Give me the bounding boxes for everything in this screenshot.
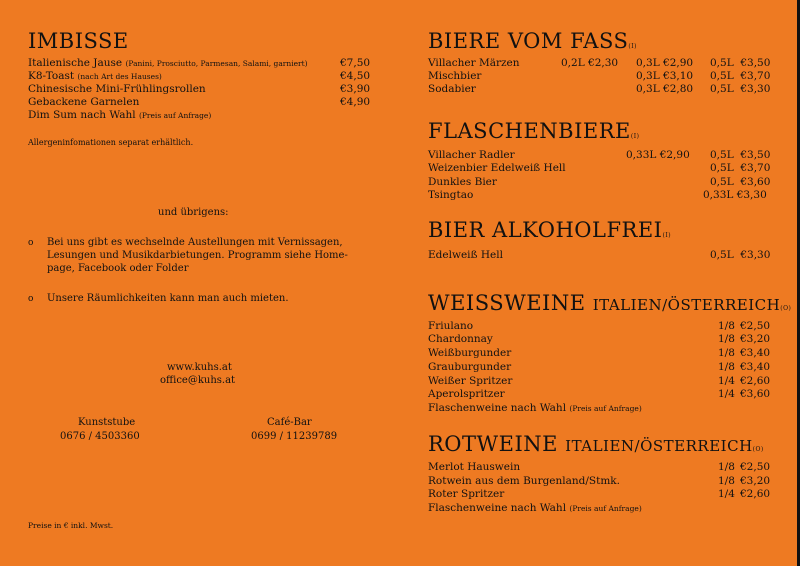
price-05: 0,5L €3,50 [710, 149, 771, 161]
bullet-line: page, Facebook oder Folder [47, 263, 189, 274]
price: €3,40 [740, 347, 771, 359]
item-name: Sodabier [428, 83, 476, 95]
qty: 1/4 [718, 488, 735, 500]
item-name: Flaschenweine nach Wahl [428, 402, 567, 414]
price: €2,60 [740, 488, 771, 500]
cafe-label: Café-Bar [267, 417, 312, 428]
item-price: €7,50 [340, 57, 371, 69]
item-note: (Panini, Prosciutto, Parmesan, Salami, garniert) [125, 59, 308, 68]
item-name: Villacher Märzen [428, 57, 520, 69]
menu-item [428, 402, 642, 415]
bullet-line: Lesungen und Musikdarbietungen. Programm siehe Home- [47, 250, 348, 261]
bullet-text: Unsere Räumlichkeiten kann man auch mieten. [47, 293, 289, 304]
qty: 1/8 [718, 475, 735, 487]
item-name: Flaschenweine nach Wahl [428, 502, 567, 514]
item-name: Weizenbier Edelweiß Hell [428, 162, 566, 174]
weiss-subtitle: ITALIEN/ÖSTERREICH [592, 296, 781, 314]
flaschen-title [428, 121, 639, 142]
item-note: (nach Art des Hauses) [77, 72, 162, 81]
item-name: Mischbier [428, 70, 482, 82]
flaschen-mark: (I) [630, 133, 640, 140]
price-05: 0,5L €3,50 [710, 57, 771, 69]
fass-mark: (I) [628, 43, 637, 50]
price: €3,20 [740, 333, 771, 345]
item-name: Weißburgunder [428, 347, 512, 359]
price: €3,20 [740, 475, 771, 487]
item-note: (Preis auf Anfrage) [138, 111, 212, 120]
item-price: €3,90 [340, 83, 371, 95]
price-05: 0,5L €3,60 [710, 176, 771, 188]
item-name: Merlot Hauswein [428, 461, 521, 473]
item-name: Tsingtao [428, 189, 474, 201]
rot-subtitle: ITALIEN/ÖSTERREICH [565, 437, 753, 455]
item-name: Edelweiß Hell [428, 249, 503, 261]
uebrigens-heading: und übrigens: [158, 207, 229, 218]
bullet-marker: o [28, 294, 34, 304]
menu-item [28, 83, 206, 95]
item-name: Weißer Spritzer [428, 375, 513, 387]
item-price: €4,50 [340, 70, 371, 82]
item-name: Chinesische Mini-Frühlingsrollen [28, 83, 206, 95]
item-note: (Preis auf Anfrage) [569, 404, 642, 413]
item-price: €4,90 [340, 96, 371, 108]
menu-item [428, 502, 642, 515]
qty: 1/8 [718, 347, 735, 359]
rot-mark: (O) [752, 446, 764, 453]
item-name: Rotwein aus dem Burgenland/Stmk. [428, 475, 620, 487]
flaschen-title-text: FLASCHENBIERE [428, 119, 631, 143]
qty: 1/8 [718, 333, 735, 345]
item-name: Chardonnay [428, 333, 493, 345]
rot-title-text: ROTWEINE [428, 432, 558, 456]
weiss-title [428, 293, 791, 314]
item-name: K8-Toast [28, 70, 75, 82]
alkoholfrei-mark: (I) [662, 232, 672, 239]
price-033: 0,33L €2,90 [626, 149, 690, 161]
price: €2,60 [740, 375, 771, 387]
imbisse-title: IMBISSE [28, 29, 129, 53]
price-footer: Preise in € inkl. Mwst. [28, 521, 114, 530]
price-05: 0,5L €3,70 [710, 70, 771, 82]
bullet-line: Bei uns gibt es wechselnde Austellungen mit Vernissagen, [47, 237, 343, 248]
qty: 1/4 [718, 375, 735, 387]
price: €2,50 [740, 320, 771, 332]
weiss-mark: (O) [780, 305, 792, 312]
item-name: Grauburgunder [428, 361, 512, 373]
price-03: 0,3L €3,10 [636, 70, 694, 82]
item-name: Gebackene Garnelen [28, 96, 140, 108]
bullet-marker: o [28, 238, 34, 248]
cafe-phone: 0699 / 11239789 [251, 431, 338, 442]
alkoholfrei-title [428, 220, 671, 241]
qty: 1/8 [718, 361, 735, 373]
weiss-title-text: WEISSWEINE [428, 291, 586, 315]
rot-title [428, 434, 764, 455]
item-name: Dunkles Bier [428, 176, 497, 188]
item-name: Aperolspritzer [428, 388, 505, 400]
fass-title-text: BIERE VOM FASS [428, 29, 629, 53]
kunststube-label: Kunststube [78, 417, 136, 428]
menu-item [28, 96, 139, 108]
price-05: 0,5L €3,30 [710, 83, 771, 95]
qty: 1/4 [718, 388, 735, 400]
price-033: 0,33L €3,30 [703, 189, 767, 201]
price: €3,40 [740, 361, 771, 373]
item-name: Italienische Jause [28, 57, 123, 69]
bullet-text [47, 236, 348, 275]
item-name: Friulano [428, 320, 474, 332]
website-link[interactable]: www.kuhs.at [167, 362, 232, 373]
price-03: 0,3L €2,90 [636, 57, 694, 69]
price-02: 0,2L €2,30 [561, 57, 619, 69]
menu-item [28, 57, 308, 70]
fass-title [428, 31, 637, 52]
menu-item [28, 109, 211, 122]
email-link[interactable]: office@kuhs.at [160, 375, 236, 386]
kunststube-phone: 0676 / 4503360 [60, 431, 140, 442]
qty: 1/8 [718, 320, 735, 332]
menu-item [28, 70, 162, 83]
price: €3,60 [740, 388, 771, 400]
item-name: Roter Spritzer [428, 488, 505, 500]
qty: 1/8 [718, 461, 735, 473]
alkoholfrei-title-text: BIER ALKOHOLFREI [428, 218, 663, 242]
item-name: Villacher Radler [428, 149, 515, 161]
item-note: (Preis auf Anfrage) [569, 504, 642, 513]
item-name: Dim Sum nach Wahl [28, 109, 136, 121]
price-03: 0,3L €2,80 [636, 83, 694, 95]
price-05: 0,5L €3,70 [710, 162, 771, 174]
price-05: 0,5L €3,30 [710, 249, 771, 261]
price: €2,50 [740, 461, 771, 473]
allergen-note: Allergeninfomationen separat erhältlich. [28, 138, 194, 147]
